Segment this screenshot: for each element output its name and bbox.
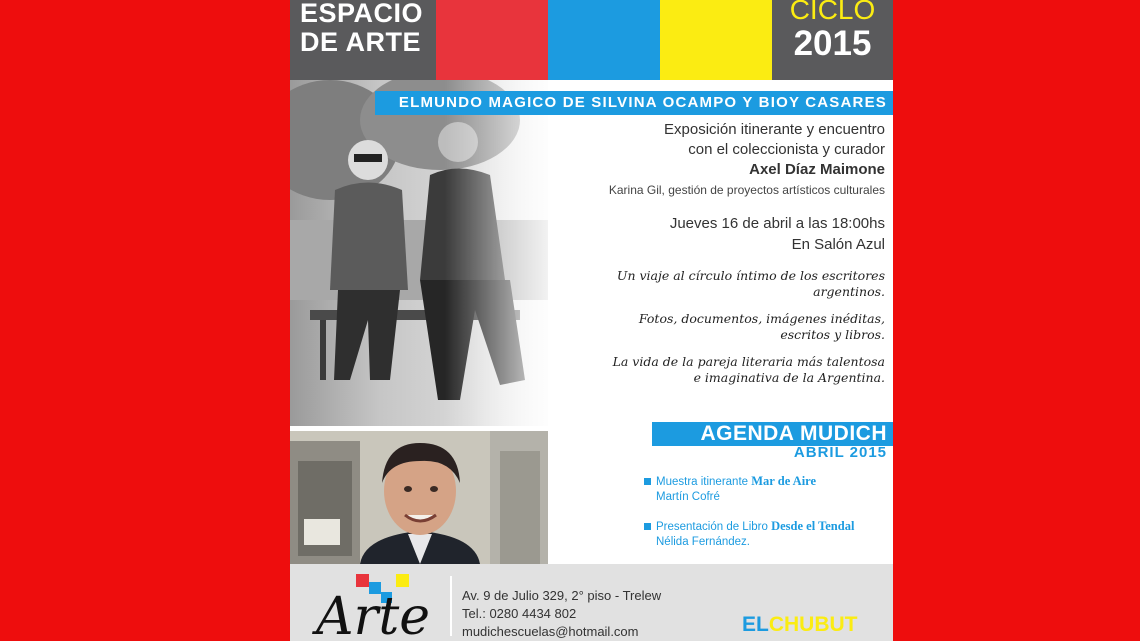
assistant-credit: Karina Gil, gestión de proyectos artísticos culturales	[608, 183, 885, 197]
el-chubut-logo-part2: CHUBUT	[768, 613, 858, 636]
blurb-2-line2: escritos y libros.	[780, 327, 885, 342]
curator-photo	[290, 431, 548, 564]
blurb-1-line1: Un viaje al círculo íntimo de los escritores	[616, 268, 885, 283]
bullet-square-icon	[644, 478, 651, 485]
ciclo-block	[772, 0, 893, 80]
agenda-item-title	[656, 474, 816, 490]
curator-name: Axel Díaz Maimone	[749, 161, 885, 178]
agenda-item-emphasis: Desde el Tendal	[771, 519, 855, 533]
event-date: Jueves 16 de abril a las 18:00hs	[669, 215, 885, 232]
arte-logo	[312, 564, 442, 641]
agenda-title: AGENDA MUDICH	[700, 422, 887, 445]
yellow-color-block	[660, 0, 772, 80]
blurb-3-line2: e imaginativa de la Argentina.	[693, 370, 885, 385]
footer	[290, 564, 893, 641]
exhibition-title-bar	[375, 91, 893, 115]
event-venue: En Salón Azul	[791, 236, 885, 253]
footer-divider	[450, 576, 452, 636]
agenda-title-bar	[652, 422, 893, 446]
blurb-2-line1: Fotos, documentos, imágenes inéditas,	[638, 311, 885, 326]
blue-color-block	[548, 0, 660, 80]
couple-photo	[290, 80, 548, 426]
ciclo-year: 2015	[793, 24, 872, 63]
couple-photo-illustration	[290, 80, 548, 426]
agenda-item-emphasis: Mar de Aire	[751, 474, 817, 488]
agenda-subtitle: ABRIL 2015	[793, 444, 887, 461]
blurb-3-line1: La vida de la pareja literaria más talentosa	[612, 354, 885, 369]
curator-photo-illustration	[290, 431, 548, 564]
el-chubut-logo-part1: EL	[742, 613, 769, 636]
espacio-line1: ESPACIO	[300, 0, 424, 28]
el-chubut-logo	[742, 613, 858, 637]
footer-address: Av. 9 de Julio 329, 2° piso - Trelew	[462, 588, 662, 603]
blurb-1-line2: argentinos.	[813, 284, 885, 299]
espacio-de-arte-block	[290, 0, 436, 80]
blurb-3	[548, 354, 885, 386]
footer-phone: Tel.: 0280 4434 802	[462, 606, 577, 621]
arte-logo-mark	[312, 564, 442, 641]
intro-line1: Exposición itinerante y encuentro	[664, 121, 885, 138]
bullet-square-icon	[644, 523, 651, 530]
blurb-2	[548, 311, 885, 343]
exhibition-title: ELMUNDO MAGICO DE SILVINA OCAMPO Y BIOY CASARES	[398, 94, 887, 111]
agenda-item-prefix: Muestra itinerante	[656, 476, 752, 488]
espacio-line2: DE ARTE	[300, 27, 422, 57]
red-color-block	[436, 0, 548, 80]
blurb-1	[548, 268, 885, 300]
footer-email[interactable]: mudichescuelas@hotmail.com	[462, 624, 639, 639]
ciclo-word: CICLO	[789, 0, 876, 25]
agenda-item-author: Nélida Fernández.	[656, 536, 750, 548]
arte-logo-text: Arte	[316, 587, 431, 641]
agenda-item-title	[656, 519, 854, 535]
event-poster	[290, 0, 893, 641]
intro-line2: con el coleccionista y curador	[688, 141, 885, 158]
agenda-item-prefix: Presentación de Libro	[656, 521, 772, 533]
agenda-item-author: Martín Cofré	[656, 491, 720, 503]
